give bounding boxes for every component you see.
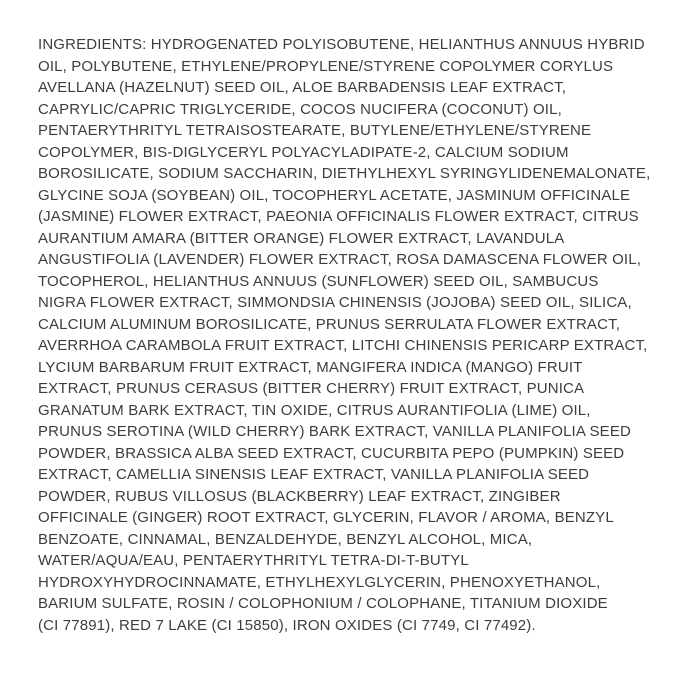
ingredients-line: AVELLANA (HAZELNUT) SEED OIL, ALOE BARBADENSIS LEAF EXTRACT, <box>38 79 567 96</box>
ingredients-line: HYDROXYHYDROCINNAMATE, ETHYLHEXYLGLYCERIN, PHENOXYETHANOL, <box>38 573 601 591</box>
ingredients-line: POWDER, RUBUS VILLOSUS (BLACKBERRY) LEAF EXTRACT, ZINGIBER <box>38 487 561 505</box>
ingredients-line: PENTAERYTHRITYL TETRAISOSTEARATE, BUTYLENE/ETHYLENE/STYRENE <box>38 122 592 139</box>
ingredients-line: BENZOATE, CINNAMAL, BENZALDEHYDE, BENZYL ALCOHOL, MICA, <box>38 530 533 548</box>
ingredients-line: WATER/AQUA/EAU, PENTAERYTHRITYL TETRA-DI-T-BUTYL <box>38 552 469 569</box>
ingredients-line: INGREDIENTS: HYDROGENATED POLYISOBUTENE, HELIANTHUS ANNUUS HYBRID <box>38 36 645 53</box>
ingredients-line: PRUNUS SEROTINA (WILD CHERRY) BARK EXTRACT, VANILLA PLANIFOLIA SEED <box>38 423 631 440</box>
ingredients-line: BOROSILICATE, SODIUM SACCHARIN, DIETHYLHEXYL SYRINGYLIDENEMALONATE, <box>38 165 651 182</box>
ingredients-line: (CI 77891), RED 7 LAKE (CI 15850), IRON OXIDES (CI 7749, CI 77492). <box>38 616 536 634</box>
ingredients-text <box>38 34 650 636</box>
ingredients-line: (JASMINE) FLOWER EXTRACT, PAEONIA OFFICINALIS FLOWER EXTRACT, CITRUS <box>38 208 639 225</box>
ingredients-line: NIGRA FLOWER EXTRACT, SIMMONDSIA CHINENSIS (JOJOBA) SEED OIL, SILICA, <box>38 294 632 311</box>
ingredients-line: AVERRHOA CARAMBOLA FRUIT EXTRACT, LITCHI CHINENSIS PERICARP EXTRACT, <box>38 337 648 354</box>
ingredients-line: BARIUM SULFATE, ROSIN / COLOPHONIUM / COLOPHANE, TITANIUM DIOXIDE <box>38 595 608 612</box>
ingredients-line: POWDER, BRASSICA ALBA SEED EXTRACT, CUCURBITA PEPO (PUMPKIN) SEED <box>38 444 625 462</box>
ingredients-line: ANGUSTIFOLIA (LAVENDER) FLOWER EXTRACT, ROSA DAMASCENA FLOWER OIL, <box>38 251 642 268</box>
ingredients-line: CAPRYLIC/CAPRIC TRIGLYCERIDE, COCOS NUCIFERA (COCONUT) OIL, <box>38 100 562 118</box>
ingredients-line: GLYCINE SOJA (SOYBEAN) OIL, TOCOPHERYL ACETATE, JASMINUM OFFICINALE <box>38 186 631 204</box>
ingredients-line: CALCIUM ALUMINUM BOROSILICATE, PRUNUS SERRULATA FLOWER EXTRACT, <box>38 315 621 333</box>
ingredients-line: LYCIUM BARBARUM FRUIT EXTRACT, MANGIFERA INDICA (MANGO) FRUIT <box>38 358 583 376</box>
ingredients-line: AURANTIUM AMARA (BITTER ORANGE) FLOWER EXTRACT, LAVANDULA <box>38 229 565 247</box>
ingredients-line: EXTRACT, CAMELLIA SINENSIS LEAF EXTRACT, VANILLA PLANIFOLIA SEED <box>38 466 590 483</box>
ingredients-line: TOCOPHEROL, HELIANTHUS ANNUUS (SUNFLOWER) SEED OIL, SAMBUCUS <box>38 272 599 290</box>
ingredients-line: GRANATUM BARK EXTRACT, TIN OXIDE, CITRUS AURANTIFOLIA (LIME) OIL, <box>38 401 591 419</box>
ingredients-line: OIL, POLYBUTENE, ETHYLENE/PROPYLENE/STYRENE COPOLYMER CORYLUS <box>38 57 614 75</box>
ingredients-line: EXTRACT, PRUNUS CERASUS (BITTER CHERRY) FRUIT EXTRACT, PUNICA <box>38 380 585 397</box>
ingredients-line: OFFICINALE (GINGER) ROOT EXTRACT, GLYCERIN, FLAVOR / AROMA, BENZYL <box>38 509 614 526</box>
ingredients-line: COPOLYMER, BIS-DIGLYCERYL POLYACYLADIPATE-2, CALCIUM SODIUM <box>38 143 569 161</box>
